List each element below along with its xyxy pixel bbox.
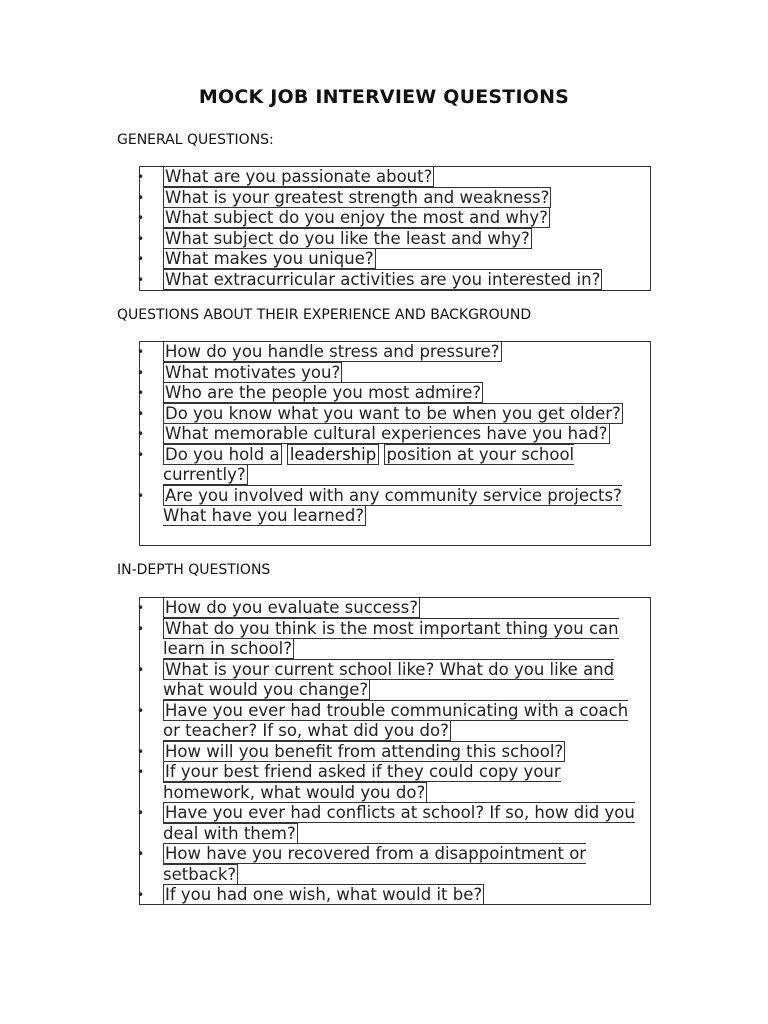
list-item [140,885,650,906]
section-heading-in-depth: IN-DEPTH QUESTIONS [117,562,271,578]
list-item [140,844,650,885]
question-text: How do you handle stress and pressure? [165,342,500,361]
list-item [140,762,650,803]
question-text: What subject do you like the least and why? [165,228,530,248]
list-item [140,249,650,270]
list-item [140,363,650,384]
question-text: What is your greatest strength and weakness? [165,187,550,207]
list-item [140,208,650,229]
question-text: What do you think is the most important thing you can learn in school? [163,618,619,658]
question-list [140,167,650,290]
question-box-in-depth [139,597,651,905]
list-item [140,660,650,701]
list-item [140,342,650,363]
list-item [140,424,650,445]
question-text: Are you involved with any community service projects? What have you learned? [163,485,622,525]
page-title: MOCK JOB INTERVIEW QUESTIONS [198,86,570,108]
list-item [140,742,650,763]
list-item [140,701,650,742]
question-list [140,598,650,906]
question-list [140,342,650,527]
question-text: How will you benefit from attending this school? [165,741,564,761]
question-text: Have you ever had trouble communicating with a coach or teacher? If so, what did you do? [163,700,629,740]
question-text: What extracurricular activities are you interested in? [165,269,601,289]
question-text: Do you know what you want to be when you get older? [165,403,621,423]
question-text: What are you passionate about? [165,167,433,186]
section-heading-general: GENERAL QUESTIONS: [117,132,274,148]
section-heading-experience: QUESTIONS ABOUT THEIR EXPERIENCE AND BACKGROUND [117,307,532,323]
highlighted-word: leadership [287,444,379,465]
list-item [140,229,650,250]
question-text: What memorable cultural experiences have you had? [165,424,608,443]
list-item [140,188,650,209]
question-text: What subject do you enjoy the most and why? [165,208,548,227]
list-item [140,445,650,486]
list-item [140,486,650,527]
list-item [140,270,650,291]
question-text: Have you ever had conflicts at school? If so, how did you deal with them? [163,803,635,843]
list-item [140,598,650,619]
list-item [140,383,650,404]
question-text: What motivates you? [165,362,341,382]
question-text: If you had one wish, what would it be? [165,885,483,904]
question-text: How do you evaluate success? [165,598,418,617]
question-text: What makes you unique? [165,249,374,268]
question-text: If your best friend asked if they could copy your homework, what would you do? [163,762,561,802]
list-item [140,167,650,188]
question-text: How have you recovered from a disappointment or setback? [163,844,587,884]
question-box-general [139,166,651,291]
question-text: Do you hold a [165,444,280,464]
question-text: What is your current school like? What do you like and what would you change? [163,659,615,699]
question-text: position at your school currently? [163,444,575,484]
list-item [140,404,650,425]
question-text: Who are the people you most admire? [165,383,482,402]
question-box-experience [139,341,651,546]
list-item [140,803,650,844]
list-item [140,619,650,660]
